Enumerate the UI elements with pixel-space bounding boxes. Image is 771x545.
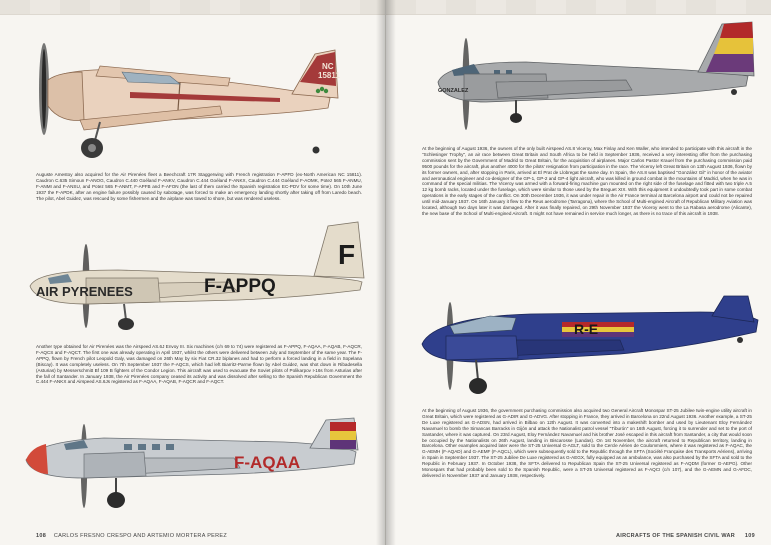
registration-faqaa: F-AQAA — [234, 453, 301, 472]
tail-text-nc: NC — [322, 62, 334, 71]
registration-re: R-E — [574, 321, 599, 337]
left-page-number: 108 — [36, 533, 47, 539]
right-page-number: 109 — [744, 533, 755, 539]
aircraft-profile-envoy — [28, 220, 368, 340]
right-paragraph-1: At the beginning of August 1936, the owners of the only built Airspeed AS.8 Viceroy, Max Finlay and Ken Waller, who intended to participate with this aircraft in the "Schlesinger Trophy", an air race between Great Britain and South Africa to be held in September 1936, received a very interesting offer from the purchasing commission sent by the Government of Madrid to Great Britain, for the acquisition of airplanes. Major Carlos Pastor Krauel from the purchasing commission paid 9500 pounds for the aircraft, plus another 4000 for the pilots' resignation from participation in the race. The Viceroy left Great Britain on 13th August 1936, flown by its former owners, and, after stopping in Paris, arrived at El Prat de Llobregat the same day. In Spain, the AS.8 was baptised "González Gil" in honor of the aviator and aeronautical engineer and co-designer of the GP-1, GP-2 and GP-4 light aircraft, who was killed in ground combat in the mountains of Madrid, when he was in command of the special militias. The Viceroy was armed with a forward-firing machine gun mounted on the right side of the fuselage and fitted with two triple A.5 12 kg bomb racks, located under the fuselage, which were similar to those used by the Breguet XIX. With this equipment it undoubtedly took part in some combat operations in the early stages of the conflict. On 30th December 1936, it was under repair in the Air France terminal at Barcelona airport and could not be repaired until mid-January 1937. On 16th January it flew to the Reus aerodrome (Tarragona), where the School of Multi-engined Aircraft of Republican Military Aviation was located, although two days later it was damaged. After it was finally repaired, on 29th November 1937 the Viceroy went to the La Rabasa aerodrome (Alicante), the new base of the School of Multi-engined Aircraft. It might not have remained in service much longer, as there is no trace of this aircraft in 1938. — [422, 146, 752, 216]
right-page-header-band — [386, 0, 771, 15]
book-title: AIRCRAFTS OF THE SPANISH CIVIL WAR — [616, 533, 736, 539]
aircraft-profile-goeland — [24, 418, 364, 516]
fin-letter: F — [338, 239, 356, 270]
authors: CARLOS FRESNO CRESPO AND ARTEMIO MORTERA PEREZ — [53, 533, 228, 539]
nose-text-gonzalez: GONZALEZ — [438, 88, 469, 94]
left-paragraph-1: Auguste Amestoy also acquired for the Air Pirenées fleet a Beechcraft 17R Staggerwing with French registration F-APFD (ex-North American NC 15811). Caudron C.635 Simoun F-ANOG, Caudron C.440 Goéland F-ANKV, Caudron C.444 Goéland F-ANKX, Caudron C.444 Goéland F-AOMK, Potez 565 F-ANMU, F-ANMI and F-ANSU, and Potez 565 F-ANMT, F-APFB and F-AFON (the last of them carried the Spanish registration EC-PDV for some time). On 10th June 1937 the F-APDK, after an engine failure possibly caused by sabotage, was forced to make an emergency landing shortly after taking off from Laredo beach. The pilot, Abel Guidez, was rescued by some fishermen and the airplane was towed to shore, but was rendered useless. — [36, 172, 362, 201]
fuselage-titles: AIR PYRENEES — [36, 284, 133, 299]
left-paragraph-2: Another type obtained for Air Pirenées was the Airspeed AS.6J Envoy III. Six machines (c/n 69 to 74) were registered as F-APPQ, F-AQAA, F-AQAB, F-AQCR, F-AQCS and F-AQCT. The first one was already operating in April 1937, whilst the others were delivered between July and September of the same year. The F-APPQ, flown by French pilot Leopold Galy, was damaged on 26th May by six Fiat CR.32 biplanes and had to perform a forced landing in a field in Sopelana (Biscay). It was completely useless. On 7th September 1937 the F-AQCS, which had left Biarritz-Parme flown by Abel Guidez, was shot down in Ribadesella (Asturias) by Messerschmitt Bf 109 B fighters of the Condor Legion. This aircraft was used to evacuate the Soviet pilots of Polikarpov I-16s from Asturias after the fall of Santander. In January 1938, the Air Pirenées company ceased its activity and was dissolved after selling to the Spanish Republican Government the C.444 F-ANKX and Airspeed AS.6Js registered as F-AQAA, F-AQAB, F-AQCR and F-AQCT. — [36, 344, 362, 385]
tail-text-number: 15811 — [318, 71, 340, 80]
left-page — [0, 0, 385, 545]
left-page-header-band — [0, 0, 385, 15]
registration-fappq: F-APPQ — [204, 276, 276, 297]
right-footer — [616, 533, 761, 539]
left-footer — [36, 533, 227, 539]
right-paragraph-2: At the beginning of August 1936, the government purchasing commission also acquired two General Aircraft Monospar ST-25 Jubilee twin-engine utility aircraft in Great Britain, which were registered as G-ADIR and G-ADVG. After stopping in France, they arrived in Barcelona on 22nd August 1936. Another example, a ST-25 De Luxe registered as G-ADSN, had arrived in Bilbao on 12th August. It was converted into a makeshift bomber and used by Lieutenant Eloy Fernández Navamuel to bomb the Simancas Barracks in Gijón and attack the Nationalist patrol vessel "Tiburón" on 16th August, forcing it to surrender and set to the port of Santander, where it was captured. On 23rd August, Eloy Fernández Navamuel and his brother José escaped in this aircraft from Santander, a city that would soon be occupied by the Nationalists on 26th August, landing in Biscarosse (Landas). On 1st November, the aircraft returned to Republican territory, landing in Barcelona. Other examples acquired later were the ST-25 Universal G-AGLT, sold to the Cercle Aérien de Coulommiers, where it was registered as F-AQAC, the G-AEMH (F-AQAD) and G-AEMF (F-AQCL), which were subsequently sold to the Republic through the SFTA (Société Française des Transports Aériens), arriving in Spain in September 1937. The ST-25 Jubilee De Luxe registered as G-AEGX, fully equipped as an ambulance, was also purchased by the SFTA and sold to the Republic in February 1937. In October 1938, the SFTA delivered to Republican Spain the ST-25 Universal registered as F-AQDM (former G-AEPG). Other Monospars that had probably been sold to the Spanish Republic, were a ST-25 Universal registered as F-AQCI (c/n 107), and the G-AEMN and G-AFDC, delivered in November 1937 and January 1938, respectively. — [422, 408, 752, 478]
aircraft-profile-beechcraft — [30, 36, 350, 166]
book-gutter — [376, 0, 396, 545]
right-page — [386, 0, 771, 545]
aircraft-profile-viceroy — [436, 20, 756, 140]
aircraft-profile-monospar — [420, 296, 760, 406]
